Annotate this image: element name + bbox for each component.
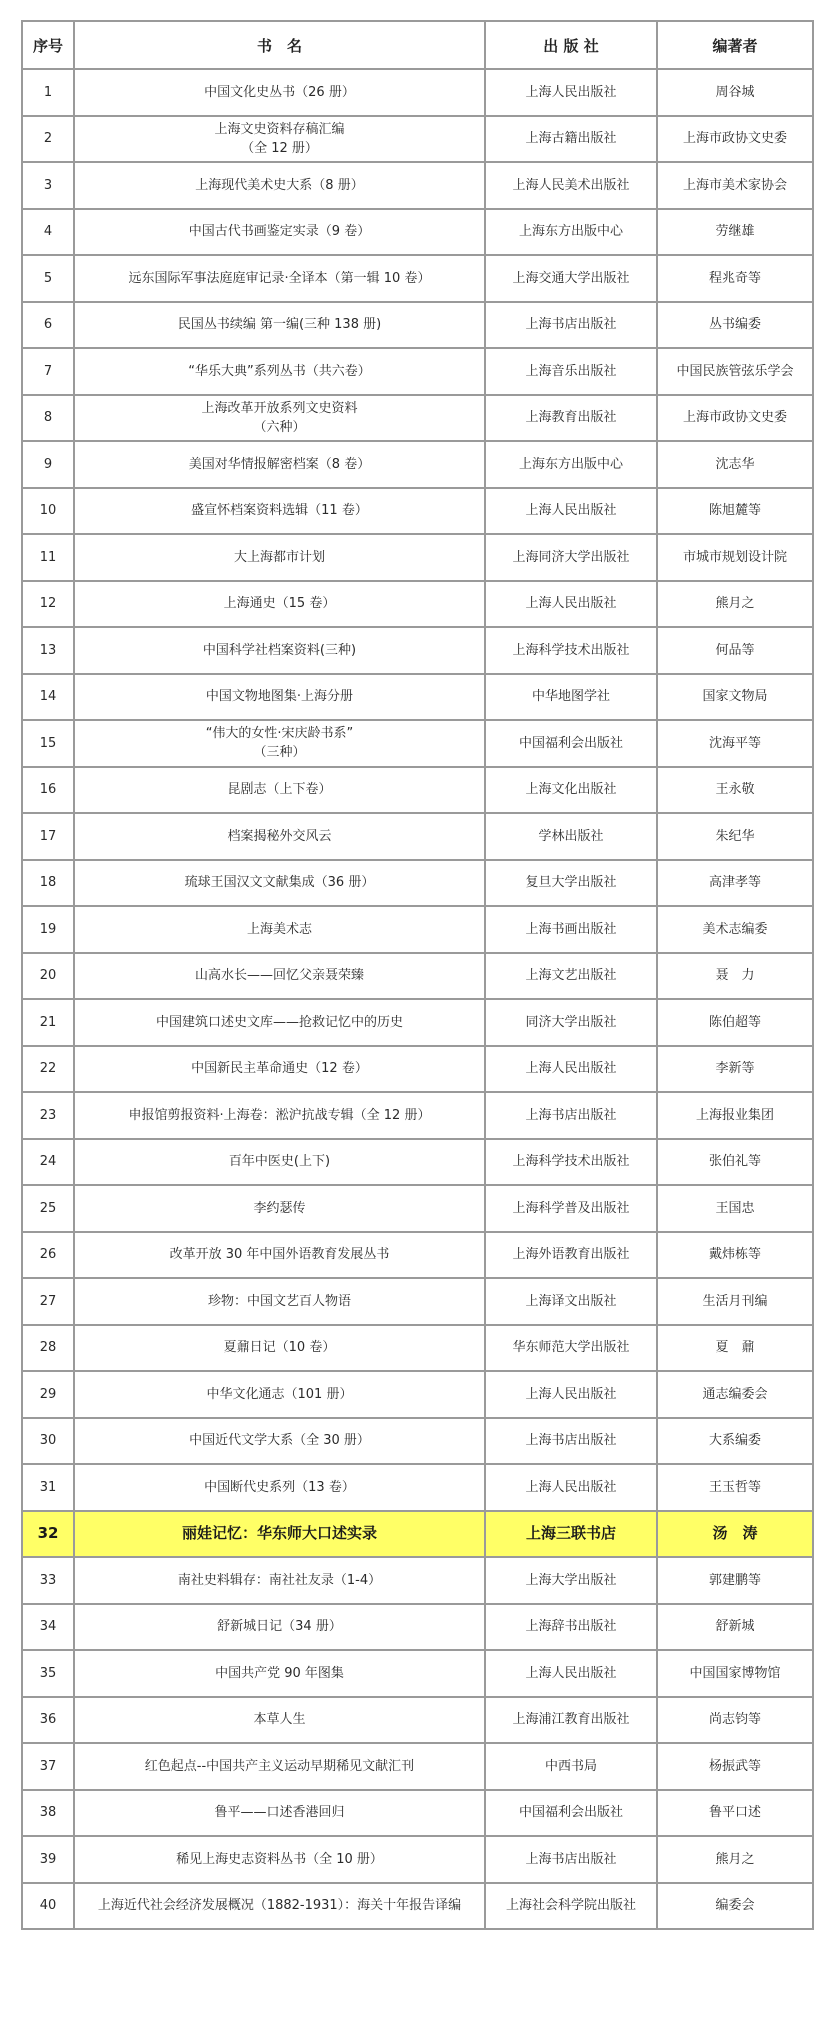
cell-title: 山高水长——回忆父亲聂荣臻 [74,953,485,1000]
cell-author: 沈志华 [657,441,813,488]
cell-no: 35 [22,1650,74,1697]
cell-title: 中国建筑口述史文库——抢救记忆中的历史 [74,999,485,1046]
cell-author: 陈旭麓等 [657,488,813,535]
cell-no: 39 [22,1836,74,1883]
cell-author: 市城市规划设计院 [657,534,813,581]
table-row [22,860,813,907]
table-row [22,1371,813,1418]
table-row [22,1278,813,1325]
header-title: 书 名 [74,21,485,69]
cell-title: 大上海都市计划 [74,534,485,581]
cell-author: 熊月之 [657,1836,813,1883]
table-row [22,302,813,349]
cell-no: 12 [22,581,74,628]
header-publisher: 出 版 社 [485,21,657,69]
cell-title: 稀见上海史志资料丛书（全 10 册） [74,1836,485,1883]
cell-publisher: 上海人民出版社 [485,1046,657,1093]
cell-no: 23 [22,1092,74,1139]
cell-no: 2 [22,116,74,163]
table-row [22,767,813,814]
table-row [22,1464,813,1511]
table-row [22,209,813,256]
cell-author: 生活月刊编 [657,1278,813,1325]
table-row [22,1697,813,1744]
cell-publisher: 上海书店出版社 [485,1836,657,1883]
cell-publisher: 上海大学出版社 [485,1557,657,1604]
table-row [22,1092,813,1139]
cell-publisher: 同济大学出版社 [485,999,657,1046]
cell-author: 王国忠 [657,1185,813,1232]
cell-author: 美术志编委 [657,906,813,953]
table-row [22,627,813,674]
cell-title: 申报馆剪报资料·上海卷：淞沪抗战专辑（全 12 册） [74,1092,485,1139]
book-table [21,20,814,1930]
cell-no: 16 [22,767,74,814]
cell-no: 8 [22,395,74,442]
cell-publisher: 上海外语教育出版社 [485,1232,657,1279]
table-row [22,162,813,209]
cell-title: 中国近代文学大系（全 30 册） [74,1418,485,1465]
cell-author: 舒新城 [657,1604,813,1651]
table-row [22,441,813,488]
table-row [22,813,813,860]
cell-title: 中国科学社档案资料(三种) [74,627,485,674]
table-row [22,69,813,116]
cell-title: 中国文物地图集·上海分册 [74,674,485,721]
cell-publisher: 上海古籍出版社 [485,116,657,163]
cell-no: 33 [22,1557,74,1604]
cell-author: 郭建鹏等 [657,1557,813,1604]
cell-publisher: 上海人民出版社 [485,1650,657,1697]
cell-no: 27 [22,1278,74,1325]
cell-publisher: 上海浦江教育出版社 [485,1697,657,1744]
cell-publisher: 上海译文出版社 [485,1278,657,1325]
table-body [22,69,813,1929]
cell-no: 32 [22,1511,74,1558]
cell-author: 熊月之 [657,581,813,628]
cell-title: 丽娃记忆：华东师大口述实录 [74,1511,485,1558]
cell-no: 6 [22,302,74,349]
cell-publisher: 上海辞书出版社 [485,1604,657,1651]
cell-title: 中国新民主革命通史（12 卷） [74,1046,485,1093]
table-row [22,488,813,535]
cell-author: 中国国家博物馆 [657,1650,813,1697]
cell-title: 上海近代社会经济发展概况（1882-1931）：海关十年报告译编 [74,1883,485,1930]
cell-no: 25 [22,1185,74,1232]
header-author: 编著者 [657,21,813,69]
cell-publisher: 上海同济大学出版社 [485,534,657,581]
cell-no: 19 [22,906,74,953]
cell-author: 何品等 [657,627,813,674]
cell-no: 1 [22,69,74,116]
table-row [22,1418,813,1465]
cell-author: 周谷城 [657,69,813,116]
cell-publisher: 中西书局 [485,1743,657,1790]
cell-title: 档案揭秘外交风云 [74,813,485,860]
table-row [22,1557,813,1604]
cell-no: 10 [22,488,74,535]
cell-author: 李新等 [657,1046,813,1093]
table-row [22,581,813,628]
cell-no: 36 [22,1697,74,1744]
cell-no: 29 [22,1371,74,1418]
table-row [22,1790,813,1837]
cell-no: 37 [22,1743,74,1790]
cell-title: 上海通史（15 卷） [74,581,485,628]
cell-publisher: 复旦大学出版社 [485,860,657,907]
cell-no: 34 [22,1604,74,1651]
table-row [22,116,813,163]
table-header-row [22,21,813,69]
table-row [22,1046,813,1093]
cell-author: 戴炜栋等 [657,1232,813,1279]
table-row [22,1836,813,1883]
table-row [22,999,813,1046]
cell-publisher: 上海科学普及出版社 [485,1185,657,1232]
cell-title: 本草人生 [74,1697,485,1744]
cell-title: “伟大的女性·宋庆龄书系” （三种） [74,720,485,767]
cell-author: 上海市美术家协会 [657,162,813,209]
table-row [22,348,813,395]
cell-title: 夏鼐日记（10 卷） [74,1325,485,1372]
cell-author: 高津孝等 [657,860,813,907]
cell-title: 中国文化史丛书（26 册） [74,69,485,116]
cell-title: 改革开放 30 年中国外语教育发展丛书 [74,1232,485,1279]
cell-author: 陈伯超等 [657,999,813,1046]
cell-no: 20 [22,953,74,1000]
cell-no: 3 [22,162,74,209]
table-row [22,1511,813,1558]
cell-author: 张伯礼等 [657,1139,813,1186]
cell-no: 13 [22,627,74,674]
table-row [22,1185,813,1232]
cell-title: 舒新城日记（34 册） [74,1604,485,1651]
cell-no: 4 [22,209,74,256]
cell-publisher: 上海科学技术出版社 [485,627,657,674]
cell-no: 21 [22,999,74,1046]
cell-title: 民国丛书续编 第一编(三种 138 册) [74,302,485,349]
cell-author: 丛书编委 [657,302,813,349]
cell-publisher: 上海人民美术出版社 [485,162,657,209]
table-row [22,534,813,581]
cell-title: 中国古代书画鉴定实录（9 卷） [74,209,485,256]
cell-title: 琉球王国汉文文献集成（36 册） [74,860,485,907]
cell-publisher: 上海社会科学院出版社 [485,1883,657,1930]
cell-no: 31 [22,1464,74,1511]
cell-author: 编委会 [657,1883,813,1930]
cell-author: 中国民族管弦乐学会 [657,348,813,395]
table-row [22,395,813,442]
cell-title: 昆剧志（上下卷） [74,767,485,814]
cell-title: 上海现代美术史大系（8 册） [74,162,485,209]
cell-title: 南社史料辑存：南社社友录（1-4） [74,1557,485,1604]
cell-publisher: 上海人民出版社 [485,581,657,628]
cell-title: 百年中医史(上下) [74,1139,485,1186]
cell-no: 24 [22,1139,74,1186]
cell-author: 朱纪华 [657,813,813,860]
cell-title: 中华文化通志（101 册） [74,1371,485,1418]
cell-publisher: 上海文艺出版社 [485,953,657,1000]
table-row [22,674,813,721]
table-row [22,1604,813,1651]
cell-title: 中国断代史系列（13 卷） [74,1464,485,1511]
cell-title: 珍物：中国文艺百人物语 [74,1278,485,1325]
cell-no: 15 [22,720,74,767]
cell-author: 通志编委会 [657,1371,813,1418]
book-list [21,20,812,1930]
cell-title: 上海美术志 [74,906,485,953]
cell-author: 王永敬 [657,767,813,814]
cell-publisher: 中华地图学社 [485,674,657,721]
cell-no: 17 [22,813,74,860]
cell-publisher: 上海交通大学出版社 [485,255,657,302]
table-row [22,906,813,953]
cell-author: 上海市政协文史委 [657,395,813,442]
cell-publisher: 上海书店出版社 [485,1092,657,1139]
cell-author: 上海市政协文史委 [657,116,813,163]
cell-publisher: 上海东方出版中心 [485,441,657,488]
table-row [22,1650,813,1697]
cell-author: 劳继雄 [657,209,813,256]
header-no: 序号 [22,21,74,69]
cell-publisher: 上海书店出版社 [485,302,657,349]
cell-author: 夏 鼐 [657,1325,813,1372]
cell-publisher: 上海科学技术出版社 [485,1139,657,1186]
cell-no: 30 [22,1418,74,1465]
cell-title: 美国对华情报解密档案（8 卷） [74,441,485,488]
cell-no: 9 [22,441,74,488]
cell-author: 沈海平等 [657,720,813,767]
cell-author: 国家文物局 [657,674,813,721]
cell-author: 汤 涛 [657,1511,813,1558]
cell-no: 26 [22,1232,74,1279]
cell-title: 远东国际军事法庭庭审记录·全译本（第一辑 10 卷） [74,255,485,302]
cell-no: 38 [22,1790,74,1837]
cell-author: 王玉哲等 [657,1464,813,1511]
cell-publisher: 华东师范大学出版社 [485,1325,657,1372]
cell-author: 程兆奇等 [657,255,813,302]
cell-title: 盛宣怀档案资料选辑（11 卷） [74,488,485,535]
table-row [22,1325,813,1372]
table-row [22,255,813,302]
cell-title: 鲁平——口述香港回归 [74,1790,485,1837]
cell-publisher: 上海书店出版社 [485,1418,657,1465]
cell-publisher: 上海三联书店 [485,1511,657,1558]
cell-publisher: 上海人民出版社 [485,1371,657,1418]
cell-publisher: 上海书画出版社 [485,906,657,953]
cell-no: 28 [22,1325,74,1372]
cell-author: 尚志钧等 [657,1697,813,1744]
cell-title: 李约瑟传 [74,1185,485,1232]
cell-publisher: 上海音乐出版社 [485,348,657,395]
cell-title: 红色起点--中国共产主义运动早期稀见文献汇刊 [74,1743,485,1790]
cell-no: 18 [22,860,74,907]
cell-no: 40 [22,1883,74,1930]
cell-no: 11 [22,534,74,581]
cell-author: 杨振武等 [657,1743,813,1790]
table-row [22,953,813,1000]
cell-author: 聂 力 [657,953,813,1000]
cell-no: 22 [22,1046,74,1093]
cell-author: 大系编委 [657,1418,813,1465]
cell-author: 上海报业集团 [657,1092,813,1139]
cell-title: “华乐大典”系列丛书（共六卷） [74,348,485,395]
table-row [22,1743,813,1790]
table-row [22,1883,813,1930]
cell-publisher: 学林出版社 [485,813,657,860]
cell-title: 上海文史资料存稿汇编 （全 12 册） [74,116,485,163]
cell-title: 上海改革开放系列文史资料 （六种） [74,395,485,442]
cell-no: 5 [22,255,74,302]
table-row [22,1232,813,1279]
cell-publisher: 上海人民出版社 [485,69,657,116]
cell-no: 14 [22,674,74,721]
cell-title: 中国共产党 90 年图集 [74,1650,485,1697]
table-row [22,1139,813,1186]
cell-publisher: 中国福利会出版社 [485,1790,657,1837]
cell-author: 鲁平口述 [657,1790,813,1837]
cell-publisher: 上海文化出版社 [485,767,657,814]
cell-publisher: 中国福利会出版社 [485,720,657,767]
cell-publisher: 上海东方出版中心 [485,209,657,256]
table-row [22,720,813,767]
cell-no: 7 [22,348,74,395]
cell-publisher: 上海教育出版社 [485,395,657,442]
cell-publisher: 上海人民出版社 [485,488,657,535]
cell-publisher: 上海人民出版社 [485,1464,657,1511]
